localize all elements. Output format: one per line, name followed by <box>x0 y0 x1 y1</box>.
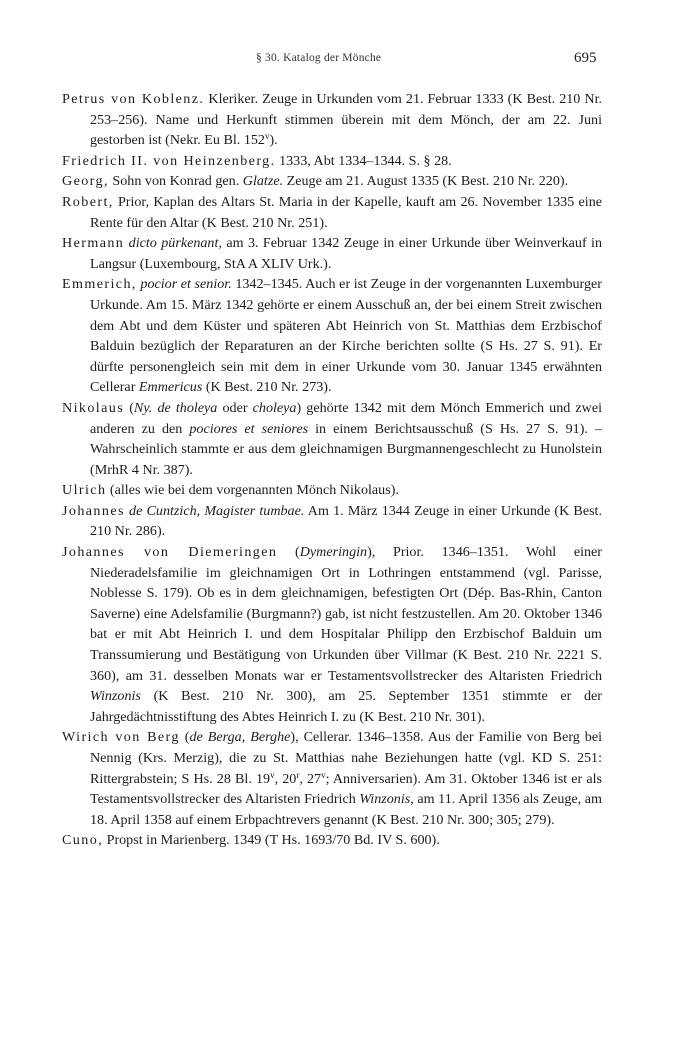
entry-text: am 3. Februar 1342 Zeuge in einer Urkunde über Weinverkauf in Langsur (Luxembourg, StA A XLIV Urk.). <box>90 235 603 272</box>
entry-text: Prior, Kaplan des Altars St. Maria in der Kapelle, kauft am 26. November 1335 eine Rente für den Altar (K Best. 210 Nr. 251). <box>90 193 602 231</box>
entry-name: Johannes von Diemeringen <box>62 544 278 561</box>
entry-text: (alles wie bei dem vorgenannten Mönch Nikolaus). <box>106 482 399 499</box>
entry-superscript: v <box>264 131 270 142</box>
entry-italic-text: Dymeringin <box>299 544 368 561</box>
catalog-entry <box>62 542 602 727</box>
entry-text: ( <box>124 399 134 416</box>
entry-text: Zeuge am 21. August 1335 (K Best. 210 Nr. 220). <box>283 173 569 190</box>
catalog-entry <box>62 171 602 192</box>
entry-italic-text: Winzonis, <box>359 791 414 808</box>
entry-name: Friedrich II. von Heinzenberg. <box>62 152 276 169</box>
entry-italic-text: Ny. de tholeya <box>133 399 218 416</box>
entry-italic-text: Winzonis <box>90 688 141 705</box>
catalog-entry <box>62 727 602 830</box>
entry-italic-text: pocior et senior. <box>140 276 232 293</box>
entry-italic-text: pociores et seniores <box>189 420 309 437</box>
entry-text: Kleriker. Zeuge in Urkunden vom 21. Februar 1333 (K Best. 210 Nr. 253–256). Name und Herkunft stimmen überein mit dem Mönch, der am 22. Juni gestorben ist (Nekr. Eu Bl. 152 <box>90 91 603 149</box>
entry-text: in einem Berichtsausschuß (S Hs. 27 S. 91). – Wahrscheinlich stammte er aus dem gleichnamigen Burgmannengeschlecht zu Hunolstein (MrhR 4 Nr. 387). <box>90 420 603 478</box>
entry-text: Am 1. März 1344 Zeuge in einer Urkunde (K Best. 210 Nr. 286). <box>90 502 602 540</box>
entry-text: ), Prior. 1346–1351. Wohl einer Niederadelsfamilie im gleichnamigen Ort in Lothringen entstammend (vgl. Parisse, Noblesse S. 179). Ob es in dem gleichnamigen, befestigten Ort (Dép. Bas-Rhin, Canton Saverne) eine Adelsfamilie (Burgmann?) gab, ist nicht festzustellen. Am 20. Oktober 1346 bat er mit Abt Heinrich I. und dem Hospitalar Philipp den Erzbischof Balduin um Transsumierung und Bestätigung von Urkunden über Villmar (K Best. 210 Nr. 2221 S. 360), am 31. desselben Monats war er Testamentsvollstrecker des Altaristen Friedrich <box>90 544 603 684</box>
entry-text: ), Cellerar. 1346–1358. Aus der Familie von Berg bei Nennig (Krs. Merzig), die zu St. Matthias nahe Beziehungen hatte (vgl. KD S. 251: Rittergrabstein; S Hs. 28 Bl. 19 <box>90 729 603 787</box>
entry-italic-text: dicto pürkenant, <box>128 235 222 252</box>
entry-name: Ulrich <box>62 482 107 499</box>
entry-text: (K Best. 210 Nr. 300), am 25. September 1351 stimmte er der Jahrgedächtnisstiftung des Abtes Heinrich I. zu (K Best. 210 Nr. 301). <box>90 688 602 725</box>
entry-name: Johannes <box>62 502 125 519</box>
entry-name: Georg, <box>62 173 109 190</box>
entry-name: Cuno, <box>62 832 104 849</box>
catalog-entry <box>62 192 602 233</box>
catalog-entry <box>62 89 602 151</box>
entry-text: ( <box>277 544 300 561</box>
entry-name: Nikolaus <box>62 399 125 416</box>
catalog-entry <box>62 398 602 480</box>
entry-italic-text: de Berga, Berghe <box>189 729 291 746</box>
catalog-entry <box>62 233 602 274</box>
entry-name: Emmerich, <box>62 276 137 293</box>
entry-text: Sohn von Konrad gen. <box>108 173 243 190</box>
entry-text: ) gehörte 1342 mit dem Mönch Emmerich und zwei anderen zu den <box>90 399 603 437</box>
entry-italic-text: choleya <box>252 399 297 416</box>
entry-text: 1342–1345. Auch er ist Zeuge in der vorgenannten Luxemburger Urkunde. Am 15. März 1342 gehörte er einem Ausschuß an, der bei einem Streit zwischen dem Abt und dem Küster und späteren Abt Heinrich von St. Matthias dem Erzbischof Balduin bezüglich der Reparaturen an der Kirche berichten sollte (S Hs. 27 S. 91). Er dürfte personengleich sein mit dem in einer Urkunde vom 30. Januar 1345 erwähnten Cellerar <box>90 276 602 396</box>
entry-text: Propst in Marienberg. 1349 (T Hs. 1693/70 Bd. IV S. 600). <box>103 832 440 849</box>
entry-text: (K Best. 210 Nr. 273). <box>202 379 332 396</box>
entry-text: ). <box>269 132 278 149</box>
entry-superscript: r <box>296 769 300 780</box>
catalog-entry <box>62 274 602 398</box>
entry-text: ; Anniversarien). Am 31. Oktober 1346 ist er als Testamentsvollstrecker des Altaristen Friedrich <box>90 770 603 808</box>
entry-superscript: v <box>321 769 326 780</box>
entry-text: oder <box>217 399 253 416</box>
entry-name: Wirich von Berg <box>62 729 180 746</box>
catalog-entry <box>62 151 602 172</box>
entry-name: Petrus von Koblenz. <box>62 91 205 107</box>
entry-text: , 20 <box>274 770 297 787</box>
entry-text: ( <box>179 729 190 746</box>
catalog-entry <box>62 480 602 501</box>
entry-italic-text: de Cuntzich, Magister tumbae. <box>129 502 305 519</box>
monk-catalog-entries <box>62 89 602 851</box>
catalog-entry <box>62 830 602 851</box>
entry-text: am 11. April 1356 als Zeuge, am 18. April 1358 auf einem Erbpachtrevers genannt (K Best. 210 Nr. 300; 305; 279). <box>90 791 602 828</box>
entry-superscript: v <box>270 769 275 780</box>
entry-name: Robert, <box>62 193 114 210</box>
entry-italic-text: Emmericus <box>138 379 203 396</box>
entry-text: 1333, Abt 1334–1344. S. § 28. <box>275 152 452 169</box>
entry-name: Hermann <box>62 235 125 252</box>
entry-text: , 27 <box>299 770 322 787</box>
running-head: § 30. Katalog der Mönche <box>256 52 382 64</box>
entry-italic-text: Glatze. <box>242 173 284 190</box>
catalog-entry <box>62 501 602 542</box>
page-number: 695 <box>574 50 597 66</box>
